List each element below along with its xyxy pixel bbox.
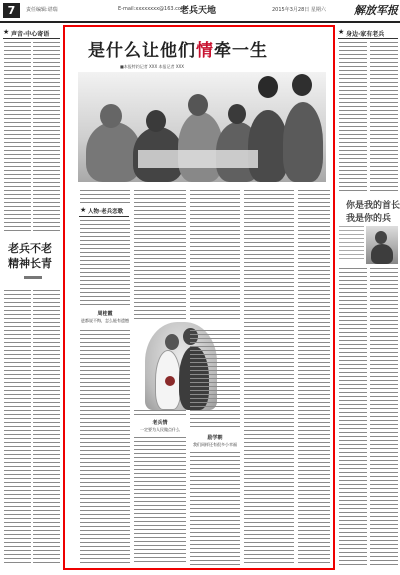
left-headline-1: 老兵不老 [8,242,52,255]
profile-subhead-text: 进都说不悔，怎么能有遗憾 [81,318,129,323]
star-icon: ★ [338,28,345,36]
left-section-label: 声音·中心寄语 [11,31,50,38]
qa-text: 我们同样还有很多小幸福 [193,442,237,447]
feature-photo [78,72,326,182]
veteran-photo [366,226,398,264]
left-headline-2: 精神长青 [8,257,52,270]
star-icon: ★ [3,28,10,36]
qa-name: 励学朝 [207,435,223,441]
right-headline-1: 你是我的首长 [346,201,400,211]
feature-byline: ■本报特约记者 XXX 本报记者 XXX [120,64,185,69]
section-name: 老兵天地 [180,6,217,16]
page-header [0,0,400,23]
editor-label: 责任编辑:谌瑞 [26,7,58,13]
date-label: 2015年3月28日 星期六 [272,7,326,13]
feature-title: 是什么让他们情牵一生 [88,41,268,61]
right-headline-2: 我是你的兵 [346,214,392,224]
email-label: E-mail:xxxxxxxx@163.com [118,6,186,12]
star-icon: ★ [80,206,87,214]
profile-section-label: 人物·老兵恋歌 [88,209,124,215]
page-number: 7 [3,3,20,18]
caption-text: 一定要为人民做点什么 [140,427,180,432]
right-section-label: 身边·家有老兵 [346,31,385,38]
caption-name: 老兵情 [152,420,168,426]
profile-subhead-name: 周桂霞 [97,311,113,317]
masthead-logo: 解放军报 [354,4,398,17]
